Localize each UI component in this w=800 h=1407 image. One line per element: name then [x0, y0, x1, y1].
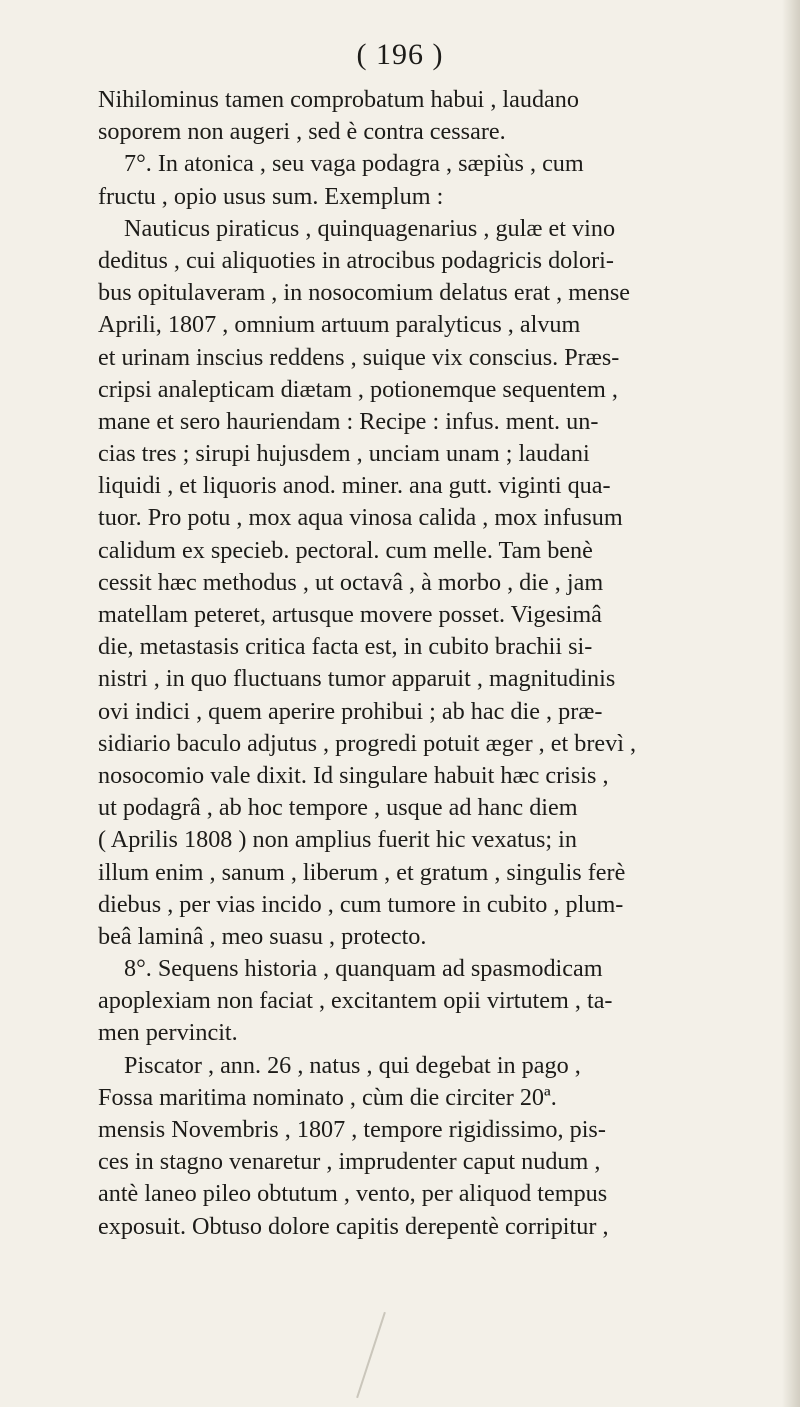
- text-line: diebus , per vias incido , cum tumore in cubito , plum-: [98, 890, 624, 918]
- text-line: bus opitulaveram , in nosocomium delatus erat , mense: [98, 279, 631, 307]
- text-line: beâ laminâ , meo suasu , protecto.: [98, 922, 427, 950]
- text-line: sidiario baculo adjutus , progredi potuit æger , et brevì ,: [98, 729, 637, 757]
- text-line: antè laneo pileo obtutum , vento, per aliquod tempus: [98, 1180, 608, 1208]
- text-line: apoplexiam non faciat , excitantem opii virtutem , ta-: [98, 987, 613, 1015]
- text-line: cias tres ; sirupi hujusdem , unciam unam ; laudani: [98, 440, 590, 468]
- text-line: illum enim , sanum , liberum , et gratum , singulis ferè: [98, 858, 626, 886]
- text-line: calidum ex specieb. pectoral. cum melle. Tam benè: [98, 536, 593, 564]
- page-edge-shadow: [782, 0, 800, 1407]
- text-line: 8°. Sequens historia , quanquam ad spasmodicam: [124, 955, 603, 983]
- text-line: soporem non augeri , sed è contra cessare.: [98, 118, 506, 146]
- text-line: nistri , in quo fluctuans tumor apparuit , magnitudinis: [98, 665, 616, 693]
- text-line: Nihilominus tamen comprobatum habui , laudano: [98, 86, 579, 113]
- text-line: mensis Novembris , 1807 , tempore rigidissimo, pis-: [98, 1116, 606, 1143]
- text-line: liquidi , et liquoris anod. miner. ana gutt. viginti qua-: [98, 472, 611, 500]
- text-line: Piscator , ann. 26 , natus , qui degebat in pago ,: [124, 1051, 581, 1079]
- text-line: nosocomio vale dixit. Id singulare habuit hæc crisis ,: [98, 761, 609, 789]
- text-line: Aprili, 1807 , omnium artuum paralyticus , alvum: [98, 311, 581, 339]
- text-line: ovi indici , quem aperire prohibui ; ab hac die , præ-: [98, 697, 603, 725]
- page-crease-mark: [356, 1312, 386, 1398]
- text-line: 7°. In atonica , seu vaga podagra , sæpiùs , cum: [124, 150, 584, 178]
- text-line: cripsi analepticam diætam , potionemque sequentem ,: [98, 375, 618, 403]
- text-line: ut podagrâ , ab hoc tempore , usque ad hanc diem: [98, 794, 578, 822]
- text-line: mane et sero hauriendam : Recipe : infus. ment. un-: [98, 407, 599, 435]
- text-line: tuor. Pro potu , mox aqua vinosa calida , mox infusum: [98, 504, 623, 532]
- text-line: matellam peteret, artusque movere posset. Vigesimâ: [98, 601, 602, 628]
- text-line: fructu , opio usus sum. Exemplum :: [98, 182, 444, 210]
- text-line: cessit hæc methodus , ut octavâ , à morbo , die , jam: [98, 568, 604, 596]
- text-line: die, metastasis critica facta est, in cubito brachii si-: [98, 633, 593, 661]
- page-number: ( 196 ): [356, 38, 444, 71]
- text-line: ( Aprilis 1808 ) non amplius fuerit hic vexatus; in: [98, 826, 577, 854]
- text-line: Nauticus piraticus , quinquagenarius , gulæ et vino: [124, 214, 616, 242]
- text-line: exposuit. Obtuso dolore capitis derepentè corripitur ,: [98, 1212, 609, 1240]
- text-line: et urinam inscius reddens , suique vix conscius. Præs-: [98, 343, 620, 371]
- text-line: ces in stagno venaretur , imprudenter caput nudum ,: [98, 1148, 601, 1176]
- body-text: [98, 84, 758, 1243]
- text-line: men pervincit.: [98, 1019, 238, 1047]
- text-line: Fossa maritima nominato , cùm die circiter 20ª.: [98, 1083, 557, 1111]
- text-line: deditus , cui aliquoties in atrocibus podagricis dolori-: [98, 246, 614, 274]
